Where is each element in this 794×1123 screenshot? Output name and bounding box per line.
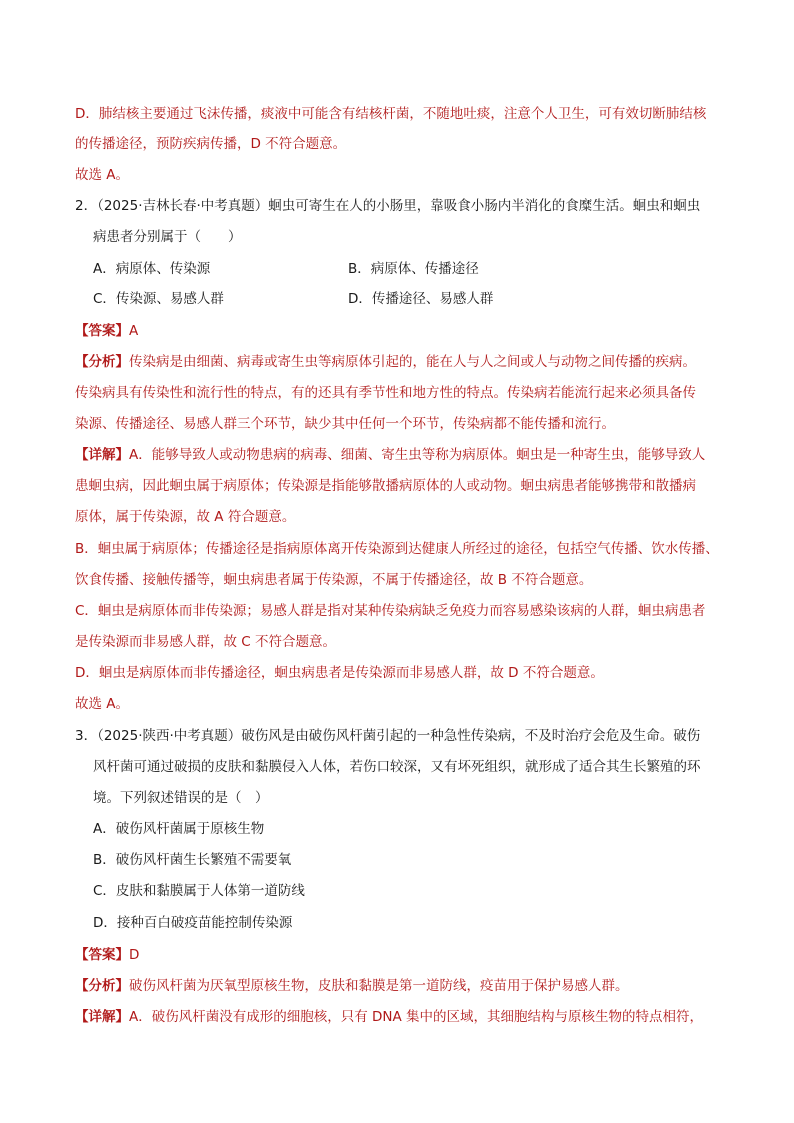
question-3-stem-cont: 风杆菌可通过破损的皮肤和黏膜侵入人体，若伤口较深，又有坏死组织，就形成了适合其生长繁殖的环	[93, 759, 701, 775]
q2-answer	[75, 321, 725, 341]
question-2-text: 蛔虫可寄生在人的小肠里，靠吸食小肠内半消化的食糜生活。蛔虫和蛔虫	[268, 198, 701, 214]
q3-option-b: B．破伤风杆菌生长繁殖不需要氧	[93, 852, 292, 868]
q3-option-d: D．接种百白破疫苗能控制传染源	[93, 915, 293, 931]
q2-option-b: B．病原体、传播途径	[348, 261, 479, 277]
choose-line: 故选 A。	[75, 167, 130, 183]
question-3-stem: 3．（2025·陕西·中考真题）破伤风是由破伤风杆菌引起的一种急性传染病，不及时治疗会危及生命。破伤	[75, 728, 701, 744]
q3-analysis	[75, 976, 725, 996]
q2-analysis-line: 染源、传播途径、易感人群三个环节，缺少其中任何一个环节，传染病都不能传播和流行。	[75, 416, 615, 432]
detail-text: A．能够导致人或动物患病的病毒、细菌、寄生虫等称为病原体。蛔虫是一种寄生虫，能够导致人	[129, 447, 706, 463]
q2-choose: 故选 A。	[75, 696, 130, 712]
detail-text: A．破伤风杆菌没有成形的细胞核，只有 DNA 集中的区域，其细胞结构与原核生物的特点相符，	[129, 1009, 704, 1025]
answer-value: A	[129, 323, 139, 339]
q2-detail-c: C．蛔虫是病原体而非传染源；易感人群是指对某种传染病缺乏免疫力而容易感染该病的人群，蛔虫病患者	[75, 603, 706, 619]
q2-detail-b-line: 饮食传播、接触传播等，蛔虫病患者属于传染源，不属于传播途径，故 B 不符合题意。	[75, 572, 593, 588]
q2-detail-line: 患蛔虫病，因此蛔虫属于病原体；传染源是指能够散播病原体的人或动物。蛔虫病患者能够携带和散播病	[75, 478, 696, 494]
analysis-text: 传染病是由细菌、病毒或寄生虫等病原体引起的，能在人与人之间或人与动物之间传播的疾病。	[129, 354, 696, 370]
q2-option-c: C．传染源、易感人群	[93, 291, 224, 307]
q2-analysis-line: 传染病具有传染性和流行性的特点，有的还具有季节性和地方性的特点。传染病若能流行起来必须具备传	[75, 385, 696, 401]
question-3-stem-cont: 境。下列叙述错误的是（ ）	[93, 790, 269, 806]
q2-detail-c-line: 是传染源而非易感人群，故 C 不符合题意。	[75, 634, 337, 650]
q3-answer	[75, 945, 725, 965]
question-2-stem	[75, 196, 725, 216]
analysis-tag: 【分析】	[75, 978, 129, 994]
q2-option-d: D．传播途径、易感人群	[348, 291, 494, 307]
analysis-text: 破伤风杆菌为厌氧型原核生物，皮肤和黏膜是第一道防线，疫苗用于保护易感人群。	[129, 978, 629, 994]
detail-tag: 【详解】	[75, 447, 129, 463]
q2-detail-line: 原体，属于传染源，故 A 符合题意。	[75, 509, 296, 525]
question-2-stem-cont: 病患者分别属于（ ）	[93, 229, 242, 245]
analysis-tag: 【分析】	[75, 354, 129, 370]
explanation-line: 的传播途径，预防疾病传播，D 不符合题意。	[75, 136, 347, 152]
explanation-line: D．肺结核主要通过飞沫传播，痰液中可能含有结核杆菌，不随地吐痰，注意个人卫生，可有效切断肺结核	[75, 106, 707, 122]
answer-tag: 【答案】	[75, 947, 129, 963]
q2-detail-b: B．蛔虫属于病原体；传播途径是指病原体离开传染源到达健康人所经过的途径，包括空气传播、饮水传播、	[75, 541, 719, 557]
q3-option-a: A．破伤风杆菌属于原核生物	[93, 821, 265, 837]
answer-value: D	[129, 947, 140, 963]
answer-tag: 【答案】	[75, 323, 129, 339]
detail-tag: 【详解】	[75, 1009, 129, 1025]
q2-option-a: A．病原体、传染源	[93, 261, 211, 277]
q2-detail	[75, 445, 725, 465]
q2-analysis	[75, 352, 725, 372]
q2-detail-d: D．蛔虫是病原体而非传播途径，蛔虫病患者是传染源而非易感人群，故 D 不符合题意。	[75, 665, 604, 681]
question-2-source: 2．（2025·吉林长春·中考真题）	[75, 198, 269, 214]
q3-detail	[75, 1007, 725, 1027]
q3-option-c: C．皮肤和黏膜属于人体第一道防线	[93, 883, 305, 899]
